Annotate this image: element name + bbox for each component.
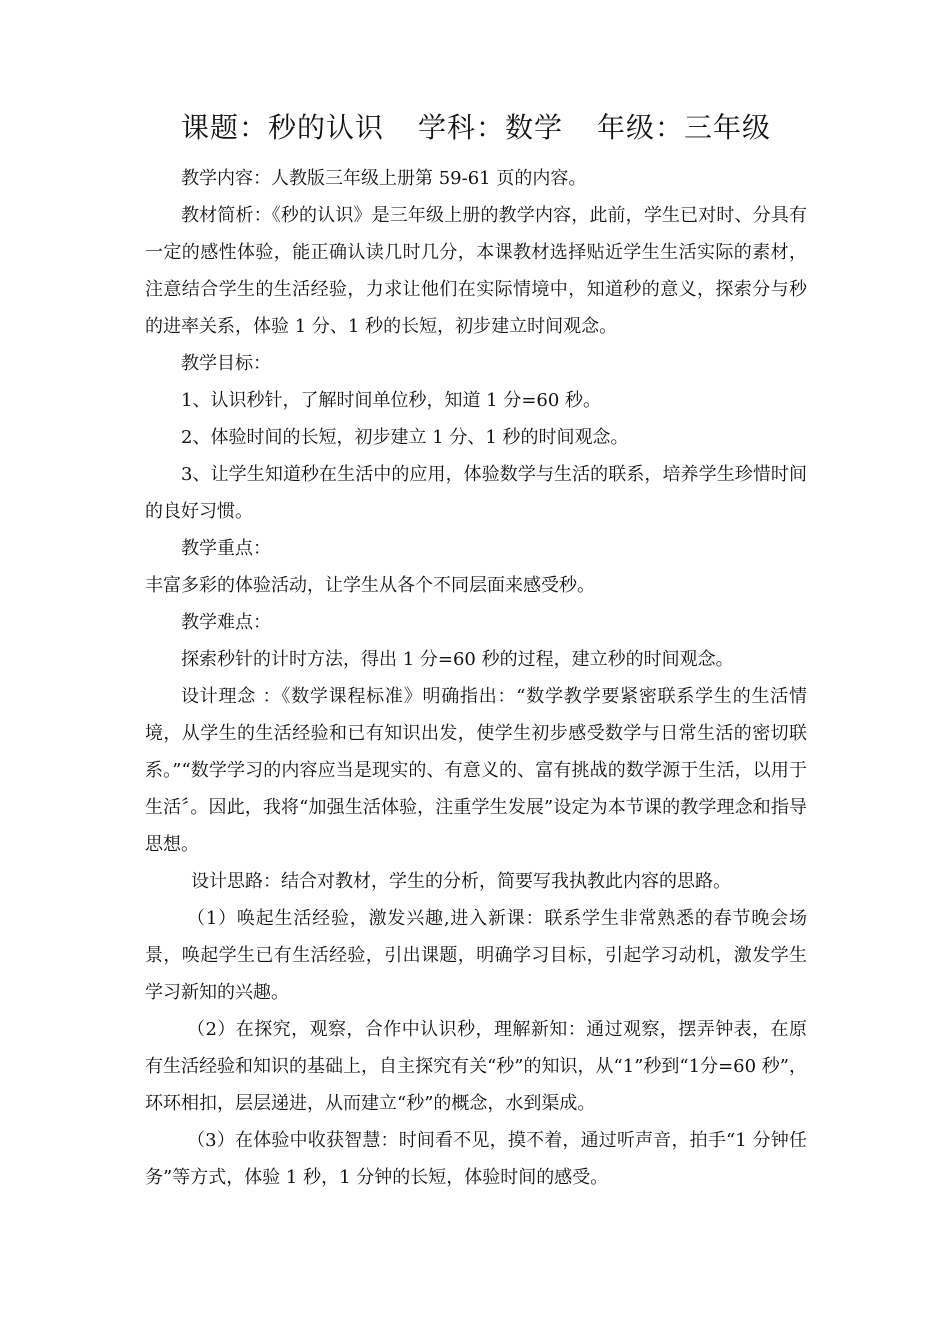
heading-difficulties: 教学难点： <box>181 612 271 633</box>
paragraph-difficulties: 探索秒针的计时方法，得出 1 分=60 秒的过程，建立秒的时间观念。 <box>181 649 734 670</box>
paragraph-teaching-content: 教学内容：人教版三年级上册第 59-61 页的内容。 <box>181 168 587 189</box>
paragraph-design-approach: 设计思路：结合对教材，学生的分析，简要写我执教此内容的思路。 <box>191 871 731 892</box>
heading-teaching-goals: 教学目标： <box>181 353 271 374</box>
goal-item-1: 1、认识秒针，了解时间单位秒，知道 1 分=60 秒。 <box>181 390 602 411</box>
goal-item-2: 2、体验时间的长短，初步建立 1 分、1 秒的时间观念。 <box>181 427 629 448</box>
title-topic: 课题：秒的认识 <box>180 111 384 144</box>
document-page <box>145 108 807 1196</box>
title-grade: 年级：三年级 <box>597 111 772 144</box>
page-title <box>145 108 807 148</box>
goal-item-3: 3、让学生知道秒在生活中的应用，体验数学与生活的联系，培养学生珍惜时间的良好习惯。 <box>145 464 807 522</box>
paragraph-key-points: 丰富多彩的体验活动，让学生从各个不同层面来感受秒。 <box>145 575 595 596</box>
approach-item-3: （3）在体验中收获智慧：时间看不见，摸不着，通过听声音，拍手“1 分钟任务”等方式，体验 1 秒，1 分钟的长短，体验时间的感受。 <box>145 1130 807 1188</box>
paragraph-design-concept: 设计理念 ：《数学课程标准》明确指出：“数学教学要紧密联系学生的生活情境，从学生的生活经验和已有知识出发，使学生初步感受数学与日常生活的密切联系。”“数学学习的内容应当是现实的、有意义的、富有挑战的数学源于生活，以用于生活〞。因此，我将“加强生活体验，注重学生发展”设定为本节课的教学理念和指导思想。 <box>145 686 807 855</box>
title-subject: 学科：数学 <box>417 111 563 144</box>
paragraph-textbook-analysis: 教材简析：《秒的认识》是三年级上册的教学内容，此前，学生已对时、分具有一定的感性体验，能正确认读几时几分，本课教材选择贴近学生生活实际的素材，注意结合学生的生活经验，力求让他们在实际情境中，知道秒的意义，探索分与秒的进率关系，体验 1 分、1 秒的长短，初步建立时间观念。 <box>145 205 807 337</box>
approach-item-2: （2）在探究，观察，合作中认识秒，理解新知：通过观察，摆弄钟表，在原有生活经验和知识的基础上，自主探究有关“秒”的知识，从“1”秒到“1分=60 秒”，环环相扣，层层递进，从而建立“秒”的概念，水到渠成。 <box>145 1019 807 1114</box>
heading-key-points: 教学重点： <box>181 538 271 559</box>
approach-item-1: （1）唤起生活经验，激发兴趣,进入新课：联系学生非常熟悉的春节晚会场景，唤起学生已有生活经验，引出课题，明确学习目标，引起学习动机，激发学生学习新知的兴趣。 <box>145 908 807 1003</box>
